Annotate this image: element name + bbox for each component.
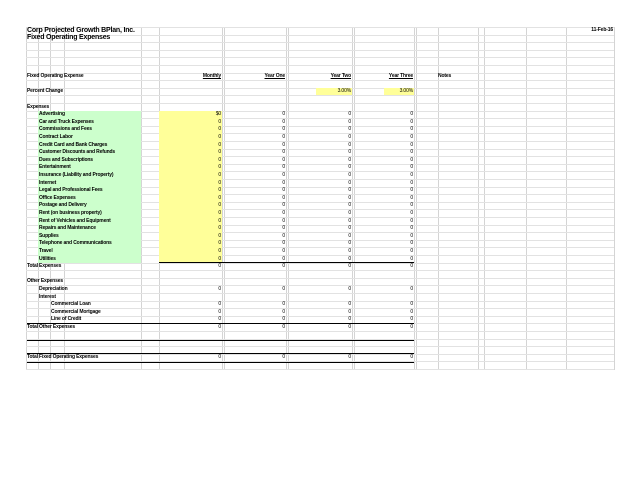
total-fixed-double-rule (27, 362, 414, 363)
expense-item-label: Internet (39, 179, 57, 186)
expense-item-label: Advertising (39, 111, 65, 118)
expense-item-y1-cell[interactable]: 0 (282, 232, 285, 239)
expense-item-y1-cell[interactable]: 0 (282, 247, 285, 254)
expense-item-y3-cell[interactable]: 0 (410, 255, 413, 262)
expense-item-label: Supplies (39, 232, 59, 239)
expense-item-label: Credit Card and Bank Charges (39, 141, 108, 148)
company-title: Corp Projected Growth BPlan, Inc. (27, 26, 135, 34)
expense-item-monthly-cell[interactable]: 0 (218, 232, 221, 239)
expense-item-y3-cell[interactable]: 0 (410, 141, 413, 148)
column-monthly-header: Monthly (202, 73, 221, 80)
gridline-horizontal (26, 95, 614, 96)
interest-item-label: Line of Credit (51, 316, 82, 323)
expense-item-y3-cell[interactable]: 0 (410, 247, 413, 254)
expense-item-y2-cell[interactable]: 0 (348, 187, 351, 194)
total-fixed-y2-cell[interactable]: 0 (348, 354, 351, 361)
expense-item-monthly-cell[interactable]: 0 (218, 209, 221, 216)
gridline-horizontal (26, 346, 614, 347)
expense-item-y1-cell[interactable]: 0 (282, 156, 285, 163)
gridline-vertical (352, 27, 353, 370)
expense-item-monthly-cell[interactable]: 0 (218, 247, 221, 254)
expense-item-y2-cell[interactable]: 0 (348, 202, 351, 209)
total-other-expenses-y1-cell[interactable]: 0 (282, 323, 285, 330)
expense-item-y1-cell[interactable]: 0 (282, 133, 285, 140)
expense-item-label: Insurance (Liability and Property) (39, 171, 114, 178)
expense-item-monthly-cell[interactable]: 0 (218, 217, 221, 224)
year-two-percent-cell[interactable]: 3.00% (337, 88, 351, 95)
expense-item-label: Utilities (39, 255, 56, 262)
expenses-section-label: Expenses (27, 103, 50, 110)
gridline-vertical (614, 27, 615, 370)
gridline-vertical (414, 27, 415, 370)
expense-item-y2-cell[interactable]: 0 (348, 171, 351, 178)
total-fixed-operating-expenses-label: Total Fixed Operating Expenses (27, 354, 99, 361)
expense-item-y3-cell[interactable]: 0 (410, 156, 413, 163)
report-date: 11-Feb-16 (591, 27, 613, 33)
interest-item-y3-cell[interactable]: 0 (410, 316, 413, 323)
depreciation-y3-cell[interactable]: 0 (410, 285, 413, 292)
total-fixed-rule-top (27, 340, 414, 341)
expense-item-monthly-cell[interactable]: 0 (218, 156, 221, 163)
expense-item-y2-cell[interactable]: 0 (348, 133, 351, 140)
expense-item-label: Office Expenses (39, 194, 76, 201)
depreciation-y2-cell[interactable]: 0 (348, 285, 351, 292)
expense-item-y1-cell[interactable]: 0 (282, 202, 285, 209)
expense-item-y2-cell[interactable]: 0 (348, 255, 351, 262)
spreadsheet (26, 27, 614, 370)
expense-item-y2-cell[interactable]: 0 (348, 209, 351, 216)
expense-item-y3-cell[interactable]: 0 (410, 217, 413, 224)
depreciation-label: Depreciation (39, 285, 68, 292)
interest-item-y1-cell[interactable]: 0 (282, 301, 285, 308)
expense-item-y1-cell[interactable]: 0 (282, 171, 285, 178)
expense-item-y3-cell[interactable]: 0 (410, 187, 413, 194)
expense-item-label: Contract Labor (39, 133, 73, 140)
expense-item-monthly-cell[interactable]: 0 (218, 187, 221, 194)
expense-item-y2-cell[interactable]: 0 (348, 194, 351, 201)
expense-item-monthly-cell[interactable]: 0 (218, 194, 221, 201)
expense-item-label: Entertainment (39, 164, 71, 171)
expense-item-monthly-cell[interactable]: 0 (218, 118, 221, 125)
expense-item-label: Rent (on business property) (39, 209, 102, 216)
expense-item-y3-cell[interactable]: 0 (410, 240, 413, 247)
interest-item-monthly-cell[interactable]: 0 (218, 308, 221, 315)
gridline-vertical (484, 27, 485, 370)
expense-item-y2-cell[interactable]: 0 (348, 217, 351, 224)
expense-item-y3-cell[interactable]: 0 (410, 118, 413, 125)
column-year-one-header: Year One (264, 73, 285, 80)
expense-item-y3-cell[interactable]: 0 (410, 149, 413, 156)
expense-item-y2-cell[interactable]: 0 (348, 232, 351, 239)
total-fixed-y3-cell[interactable]: 0 (410, 354, 413, 361)
gridline-horizontal (26, 42, 614, 43)
gridline-horizontal (26, 80, 614, 81)
expense-item-monthly-cell[interactable]: $0 (215, 111, 221, 118)
expense-item-monthly-cell[interactable]: 0 (218, 164, 221, 171)
page-subtitle: Fixed Operating Expenses (27, 34, 111, 42)
gridline-vertical (222, 27, 223, 370)
expense-item-monthly-cell[interactable]: 0 (218, 141, 221, 148)
interest-item-label: Commercial Mortgage (51, 308, 101, 315)
gridline-vertical (141, 27, 142, 370)
expense-item-label: Postage and Delivery (39, 202, 87, 209)
total-expenses-monthly-cell[interactable]: 0 (218, 263, 221, 270)
expense-item-y1-cell[interactable]: 0 (282, 240, 285, 247)
expense-item-y1-cell[interactable]: 0 (282, 194, 285, 201)
expense-item-label: Rent of Vehicles and Equipment (39, 217, 111, 224)
gridline-vertical (566, 27, 567, 370)
expense-item-y2-cell[interactable]: 0 (348, 225, 351, 232)
expense-item-monthly-cell[interactable]: 0 (218, 126, 221, 133)
expense-item-y3-cell[interactable]: 0 (410, 179, 413, 186)
interest-item-y2-cell[interactable]: 0 (348, 316, 351, 323)
expense-item-label: Commissions and Fees (39, 126, 92, 133)
interest-item-y3-cell[interactable]: 0 (410, 308, 413, 315)
expense-item-y2-cell[interactable]: 0 (348, 240, 351, 247)
expense-item-y1-cell[interactable]: 0 (282, 118, 285, 125)
gridline-horizontal (26, 369, 614, 370)
expense-item-label: Legal and Professional Fees (39, 187, 103, 194)
gridline-vertical (478, 27, 479, 370)
gridline-horizontal (26, 278, 614, 279)
total-fixed-y1-cell[interactable]: 0 (282, 354, 285, 361)
total-other-expenses-y3-cell[interactable]: 0 (410, 323, 413, 330)
column-year-two-header: Year Two (330, 73, 351, 80)
expense-item-y3-cell[interactable]: 0 (410, 133, 413, 140)
expense-item-y3-cell[interactable]: 0 (410, 164, 413, 171)
expense-item-y2-cell[interactable]: 0 (348, 111, 351, 118)
total-expenses-y2-cell[interactable]: 0 (348, 263, 351, 270)
interest-item-monthly-cell[interactable]: 0 (218, 301, 221, 308)
expense-item-y1-cell[interactable]: 0 (282, 111, 285, 118)
expense-item-y2-cell[interactable]: 0 (348, 141, 351, 148)
total-expenses-label: Total Expenses (27, 263, 62, 270)
interest-label: Interest (39, 293, 56, 300)
total-fixed-monthly-cell[interactable]: 0 (218, 354, 221, 361)
total-other-expenses-y2-cell[interactable]: 0 (348, 323, 351, 330)
expense-item-monthly-cell[interactable]: 0 (218, 225, 221, 232)
expense-item-y1-cell[interactable]: 0 (282, 164, 285, 171)
expense-item-y3-cell[interactable]: 0 (410, 232, 413, 239)
expense-item-y3-cell[interactable]: 0 (410, 126, 413, 133)
expense-item-y2-cell[interactable]: 0 (348, 179, 351, 186)
expense-item-y1-cell[interactable]: 0 (282, 225, 285, 232)
expense-item-y3-cell[interactable]: 0 (410, 171, 413, 178)
expense-item-monthly-cell[interactable]: 0 (218, 133, 221, 140)
column-year-three-header: Year Three (388, 73, 413, 80)
expense-item-monthly-cell[interactable]: 0 (218, 149, 221, 156)
expense-item-y3-cell[interactable]: 0 (410, 202, 413, 209)
interest-item-monthly-cell[interactable]: 0 (218, 316, 221, 323)
interest-item-y3-cell[interactable]: 0 (410, 301, 413, 308)
total-expenses-y3-cell[interactable]: 0 (410, 263, 413, 270)
expense-item-label: Customer Discounts and Refunds (39, 149, 116, 156)
gridline-horizontal (26, 35, 614, 36)
percent-change-label: Percent Change (27, 88, 63, 95)
expense-item-y2-cell[interactable]: 0 (348, 247, 351, 254)
expense-item-y2-cell[interactable]: 0 (348, 118, 351, 125)
expense-item-monthly-cell[interactable]: 0 (218, 240, 221, 247)
total-other-expenses-label: Total Other Expenses (27, 323, 76, 330)
expense-item-y2-cell[interactable]: 0 (348, 164, 351, 171)
expense-item-y1-cell[interactable]: 0 (282, 217, 285, 224)
other-expenses-section-label: Other Expenses (27, 278, 63, 285)
gridline-vertical (286, 27, 287, 370)
depreciation-monthly-cell[interactable]: 0 (218, 285, 221, 292)
expense-item-y1-cell[interactable]: 0 (282, 255, 285, 262)
expense-item-monthly-cell[interactable]: 0 (218, 171, 221, 178)
expense-item-y2-cell[interactable]: 0 (348, 126, 351, 133)
expense-item-label: Travel (39, 247, 53, 254)
gridline-horizontal (26, 50, 614, 51)
expense-item-y1-cell[interactable]: 0 (282, 149, 285, 156)
expense-item-y3-cell[interactable]: 0 (410, 225, 413, 232)
expense-item-label: Telephone and Communications (39, 240, 112, 247)
total-other-expenses-monthly-cell[interactable]: 0 (218, 323, 221, 330)
gridline-horizontal (26, 331, 614, 332)
gridline-horizontal (26, 57, 614, 58)
expense-item-y1-cell[interactable]: 0 (282, 209, 285, 216)
expense-item-y2-cell[interactable]: 0 (348, 156, 351, 163)
interest-item-y1-cell[interactable]: 0 (282, 308, 285, 315)
column-notes-header: Notes (438, 73, 452, 80)
expense-item-y1-cell[interactable]: 0 (282, 126, 285, 133)
expense-item-y1-cell[interactable]: 0 (282, 179, 285, 186)
depreciation-y1-cell[interactable]: 0 (282, 285, 285, 292)
expense-item-y2-cell[interactable]: 0 (348, 149, 351, 156)
column-label-header: Fixed Operating Expense (27, 73, 84, 80)
expense-item-monthly-cell[interactable]: 0 (218, 179, 221, 186)
interest-item-label: Commercial Loan (51, 301, 91, 308)
interest-item-y1-cell[interactable]: 0 (282, 316, 285, 323)
expense-item-y1-cell[interactable]: 0 (282, 187, 285, 194)
gridline-horizontal (26, 65, 614, 66)
expense-item-y3-cell[interactable]: 0 (410, 111, 413, 118)
expense-item-monthly-cell[interactable]: 0 (218, 255, 221, 262)
total-expenses-y1-cell[interactable]: 0 (282, 263, 285, 270)
expense-item-y3-cell[interactable]: 0 (410, 209, 413, 216)
interest-item-y2-cell[interactable]: 0 (348, 301, 351, 308)
expense-item-y3-cell[interactable]: 0 (410, 194, 413, 201)
gridline-vertical (416, 27, 417, 370)
expense-item-label: Car and Truck Expenses (39, 118, 94, 125)
expense-item-label: Dues and Subscriptions (39, 156, 93, 163)
gridline-vertical (526, 27, 527, 370)
expense-item-monthly-cell[interactable]: 0 (218, 202, 221, 209)
interest-item-y2-cell[interactable]: 0 (348, 308, 351, 315)
expense-item-label: Repairs and Maintenance (39, 225, 96, 232)
gridline-horizontal (26, 270, 614, 271)
gridline-horizontal (26, 103, 614, 104)
expense-item-y1-cell[interactable]: 0 (282, 141, 285, 148)
year-three-percent-cell[interactable]: 3.00% (399, 88, 413, 95)
gridline-horizontal (26, 293, 614, 294)
